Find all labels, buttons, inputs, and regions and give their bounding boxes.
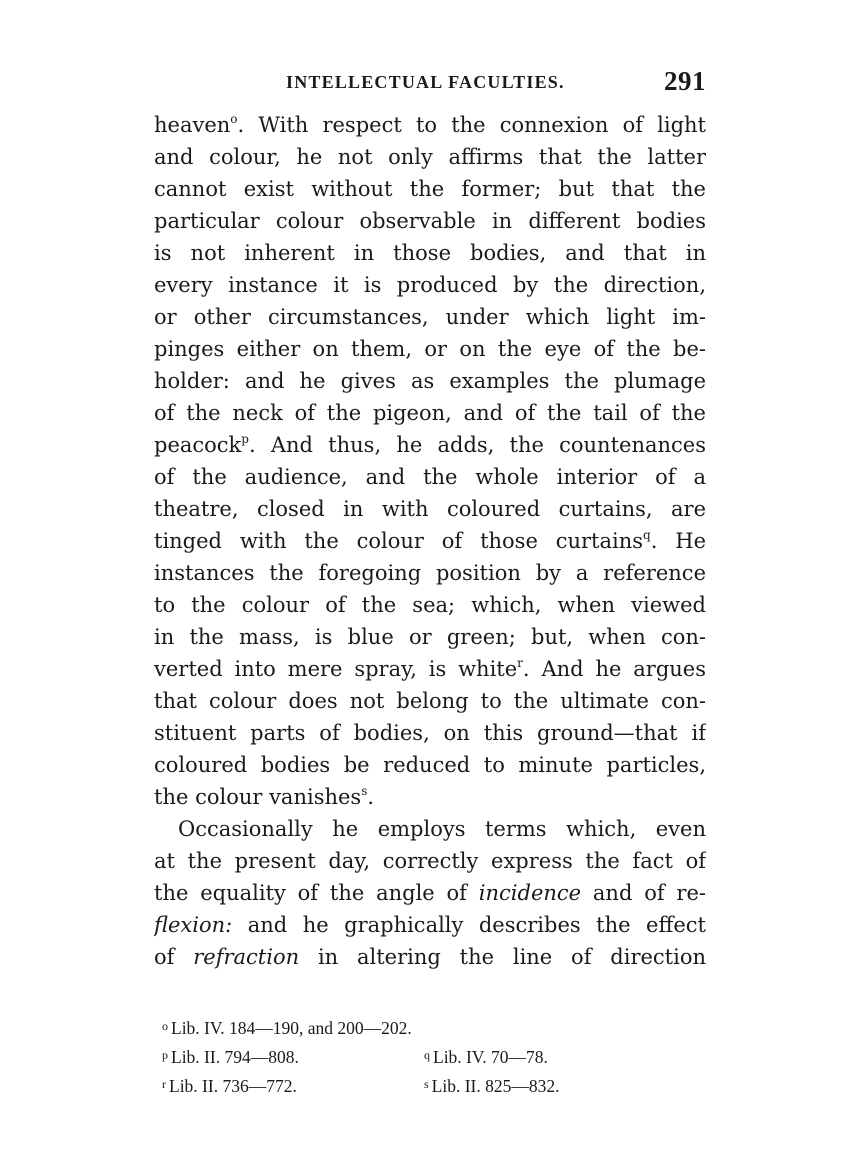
footnote-mark: p	[162, 1048, 168, 1062]
text-line: of the audience, and the whole interior of a	[154, 465, 706, 489]
text-line: stituent parts of bodies, on this ground—that if	[154, 721, 706, 745]
footnote-p: $^p$ Lib. II. 794—808.	[162, 1047, 299, 1067]
text-line: Occasionally he employs terms which, even	[178, 817, 706, 841]
text-line: that colour does not belong to the ultimate con-	[154, 689, 706, 713]
footnote-ref: q	[643, 528, 651, 542]
italic-term: flexion:	[154, 913, 233, 937]
footnote-mark: o	[162, 1019, 168, 1033]
text-line: peacock$^p$. And thus, he adds, the countenances	[154, 432, 706, 457]
running-title: INTELLECTUAL FACULTIES.	[286, 72, 565, 92]
text-line: coloured bodies be reduced to minute particles,	[154, 753, 706, 777]
text-line: in the mass, is blue or green; but, when con-	[154, 625, 706, 649]
footnote-mark: s	[424, 1077, 429, 1091]
text-line: holder: and he gives as examples the plumage	[154, 369, 706, 393]
text-line: is not inherent in those bodies, and that in	[154, 241, 706, 265]
running-head	[154, 66, 706, 96]
text-line: the colour vanishes$^s$.	[154, 784, 375, 809]
footnote-q: $^q$ Lib. IV. 70—78.	[424, 1047, 548, 1067]
text-line: instances the foregoing position by a reference	[154, 561, 706, 585]
text-line: cannot exist without the former; but that the	[154, 177, 706, 201]
text-line: at the present day, correctly express the fact of	[154, 849, 706, 873]
text-line: tinged with the colour of those curtains$^q$. He	[154, 528, 706, 553]
body-text	[154, 109, 706, 973]
text-line: heaven$^o$. With respect to the connexion of light	[154, 112, 706, 137]
text-line: the equality of the angle of incidence and of re-	[154, 881, 706, 905]
text-line: theatre, closed in with coloured curtains, are	[154, 497, 706, 521]
italic-term: incidence	[478, 881, 582, 905]
footnote-r: $^r$ Lib. II. 736—772.	[162, 1076, 297, 1096]
text-line: of the neck of the pigeon, and of the tail of the	[154, 401, 706, 425]
footnote-row	[162, 1012, 642, 1041]
text-line: pinges either on them, or on the eye of the be-	[154, 337, 706, 361]
text-line: and colour, he not only affirms that the latter	[154, 145, 706, 169]
italic-term: refraction	[193, 945, 300, 969]
footnote-ref: p	[241, 432, 249, 446]
footnotes	[162, 1012, 642, 1099]
text-line: of refraction in altering the line of direction	[154, 945, 706, 969]
footnote-row	[162, 1041, 642, 1070]
text-line: particular colour observable in different bodies	[154, 209, 706, 233]
footnote-ref: r	[517, 656, 523, 670]
text-line: verted into mere spray, is white$^r$. And he argues	[154, 656, 706, 681]
text-line: flexion: and he graphically describes the effect	[154, 913, 706, 937]
footnote-mark: q	[424, 1048, 430, 1062]
text-line: every instance it is produced by the direction,	[154, 273, 706, 297]
footnote-ref: s	[361, 784, 368, 798]
page-number: 291	[664, 66, 706, 96]
footnote-row	[162, 1070, 642, 1099]
footnote-ref: o	[230, 112, 238, 126]
footnote-s: $^s$ Lib. II. 825—832.	[424, 1076, 560, 1096]
footnote-mark: r	[162, 1077, 166, 1091]
footnote-o: $^o$ Lib. IV. 184—190, and 200—202.	[162, 1018, 412, 1038]
text-line: or other circumstances, under which light im-	[154, 305, 706, 329]
text-line: to the colour of the sea; which, when viewed	[154, 593, 706, 617]
